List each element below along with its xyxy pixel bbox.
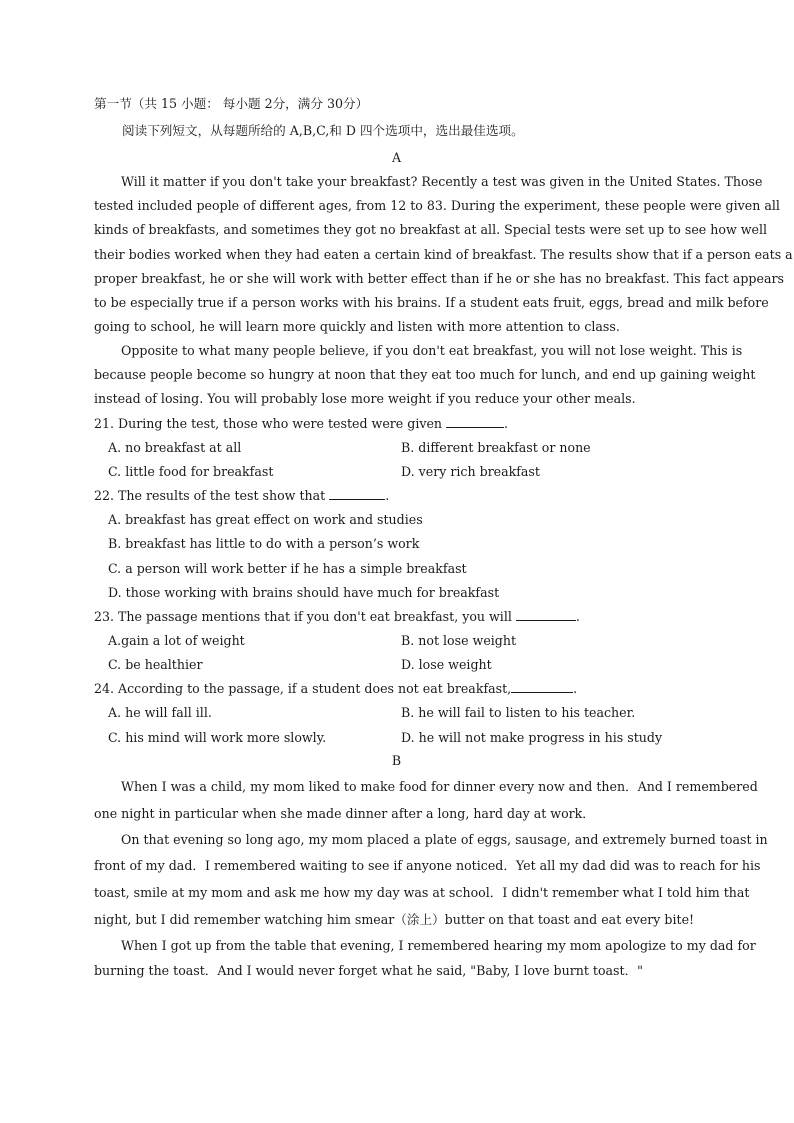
passage-b-line [94,832,768,848]
answer-blank [511,681,573,693]
passage-b-line: front of my dad．I remembered waiting to see if anyone noticed．Yet all my dad did was to reach for his [94,858,761,873]
passage-a-line: kinds of breakfasts, and sometimes they got no breakfast at all. Special tests were set up to see how well [94,222,768,237]
question-stem-text: 23. The passage mentions that if you don't eat breakfast, you will [94,609,512,624]
question-23-option-a: A.gain a lot of weight [108,633,245,648]
passage-a-line: proper breakfast, he or she will work with better effect than if he or she has no breakfast. This fact appears [94,271,784,286]
passage-a-label: A [391,150,402,165]
answer-blank [446,416,504,428]
question-24-option-d: D. he will not make progress in his study [401,730,663,745]
question-22-option-b: B. breakfast has little to do with a person’s work [108,536,420,551]
passage-b-line: toast, smile at my mom and ask me how my day was at school．I didn't remember what I told him that [94,885,750,900]
question-23-option-d: D. lose weight [401,657,492,672]
passage-a-line: because people become so hungry at noon that they eat too much for lunch, and end up gaining weight [94,367,756,382]
question-24-option-b: B. he will fail to listen to his teacher. [401,705,636,720]
answer-blank [516,609,576,621]
passage-a-text: Opposite to what many people believe, if you don't eat breakfast, you will not lose weight. This is [121,343,743,358]
question-22-option-a: A. breakfast has great effect on work and studies [108,512,423,527]
question-stem-text: 21. During the test, those who were tested were given [94,416,443,431]
passage-a-line [94,174,763,190]
passage-a-line: to be especially true if a person works with his brains. If a student eats fruit, eggs, bread and milk before [94,295,769,310]
passage-a-text: Will it matter if you don't take your breakfast? Recently a test was given in the United States. Those [121,174,763,189]
answer-blank [329,488,385,500]
question-24-option-a: A. he will fall ill. [108,705,212,720]
question-22-stem [94,488,389,504]
question-24-stem [94,681,577,697]
passage-b-text: On that evening so long ago, my mom placed a plate of eggs, sausage, and extremely burned toast in [121,832,768,847]
passage-b-line [94,938,756,954]
passage-b-line [94,779,758,795]
passage-b-text: When I was a child, my mom liked to make food for dinner every now and then．And I remembered [121,779,758,794]
passage-a-line [94,343,743,359]
section-instruction: 阅读下列短文，从每题所给的 A,B,C,和 D 四个选项中，选出最佳选项。 [122,123,524,138]
question-stem-end: . [575,609,580,624]
question-23-option-b: B. not lose weight [401,633,517,648]
question-21-option-a: A. no breakfast at all [108,440,242,455]
question-stem-text: 22. The results of the test show that [94,488,326,503]
question-21-option-c: C. little food for breakfast [108,464,274,479]
question-stem-text: 24. According to the passage, if a student does not eat breakfast, [94,681,512,696]
passage-a-line: instead of losing. You will probably lose more weight if you reduce your other meals. [94,391,636,406]
question-23-option-c: C. be healthier [108,657,203,672]
question-21-option-d: D. very rich breakfast [401,464,540,479]
passage-b-line: one night in particular when she made dinner after a long, hard day at work． [94,806,595,821]
question-24-option-c: C. his mind will work more slowly. [108,730,327,745]
section-header: 第一节（共 15 小题： 每小题 2分，满分 30分） [94,96,369,111]
passage-a-line: going to school, he will learn more quickly and listen with more attention to class. [94,319,620,334]
passage-b-text: When I got up from the table that evening, I remembered hearing my mom apologize to my dad for [121,938,756,953]
question-22-option-d: D. those working with brains should have much for breakfast [108,585,500,600]
passage-a-line: their bodies worked when they had eaten a certain kind of breakfast. The results show that if a person eats a [94,247,793,262]
passage-b-label: B [391,753,402,768]
passage-b-line: night, but I did remember watching him smear（涂上）butter on that toast and eat every bite! [94,912,695,927]
question-stem-end: . [573,681,578,696]
passage-b-line: burning the toast．And I would never forget what he said, "Baby, I love burnt toast．" [94,963,643,978]
question-stem-end: . [385,488,390,503]
question-22-option-c: C. a person will work better if he has a simple breakfast [108,561,467,576]
question-21-option-b: B. different breakfast or none [401,440,591,455]
question-21-stem [94,416,508,432]
question-23-stem [94,609,580,625]
passage-a-line: tested included people of different ages, from 12 to 83. During the experiment, these people were given all [94,198,780,213]
question-stem-end: . [504,416,509,431]
